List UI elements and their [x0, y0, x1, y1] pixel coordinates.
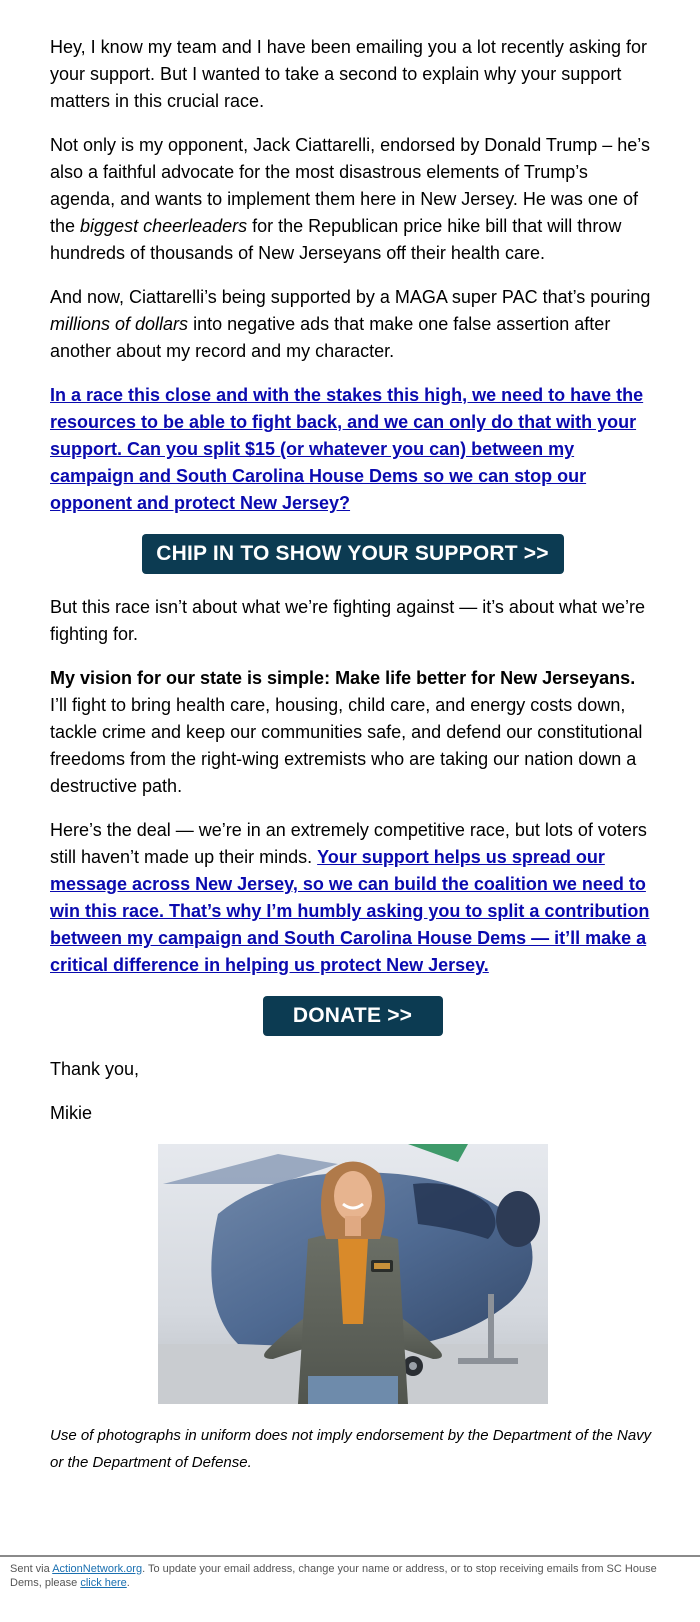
paragraph-the-deal-text: Here’s the deal — we’re in an extremely competitive race, but lots of voters still haven’t made up their minds.	[50, 820, 647, 867]
actionnetwork-link[interactable]: ActionNetwork.org	[52, 1563, 143, 1575]
footer-middle-text: . To update your email address, change your name or address, or to stop receiving emails from SC House Dems, please	[10, 1563, 657, 1589]
candidate-photo	[158, 1144, 548, 1404]
vision-statement: My vision for our state is simple: Make life better for New Jerseyans.	[50, 668, 636, 688]
paragraph-intro: Hey, I know my team and I have been emailing you a lot recently asking for your support. But I wanted to take a second to explain why your support matters in this crucial race.	[50, 37, 647, 111]
paragraph-vision	[50, 665, 655, 800]
paragraph-super-pac-text-b: into negative ads that make one false assertion after another about my record and my character.	[50, 314, 611, 361]
split-contribution-link[interactable]: Your support helps us spread our message across New Jersey, so we can build the coalition we need to win this race. That’s why I’m humbly asking you to split a contribution between my campaign and South Carolina House Dems — it’ll make a critical difference in helping us protect New Jersey.	[50, 847, 650, 975]
candidate-photo-container	[50, 1144, 655, 1404]
signature: Mikie	[50, 1103, 93, 1123]
cta-container-donate	[50, 996, 655, 1036]
vision-details: I’ll fight to bring health care, housing, child care, and energy costs down, tackle crime and keep our communities safe, and defend our constitutional freedoms from the right-wing extremists who are taking our nation down a destructive path.	[50, 695, 643, 796]
paragraph-super-pac-text-a: And now, Ciattarelli’s being supported by a MAGA super PAC that’s pouring	[50, 287, 651, 307]
footer-divider	[0, 1555, 700, 1557]
paragraph-ask-link	[50, 382, 655, 517]
emphasis-millions-of-dollars: millions of dollars	[50, 314, 189, 334]
paragraph-fighting-for: But this race isn’t about what we’re fighting against — it’s about what we’re fighting for.	[50, 597, 645, 644]
paragraph-opponent-text-b: for the Republican price hike bill that will throw hundreds of thousands of New Jerseyans off their health care.	[50, 216, 622, 263]
uniform-disclaimer: Use of photographs in uniform does not imply endorsement by the Department of the Navy or the Department of Defense.	[50, 1427, 652, 1471]
paragraph-opponent-text-a: Not only is my opponent, Jack Ciattarelli, endorsed by Donald Trump – he’s also a faithful advocate for the most disastrous elements of Trump’s agenda, and wants to implement them here in New Jersey. He was one of the	[50, 135, 650, 236]
cta-container-chip-in	[50, 534, 655, 574]
chip-in-button[interactable]: CHIP IN TO SHOW YOUR SUPPORT >>	[142, 534, 564, 574]
paragraph-the-deal	[50, 817, 655, 979]
paragraph-opponent	[50, 132, 655, 267]
footer-suffix: .	[126, 1577, 130, 1589]
donate-button[interactable]: DONATE >>	[263, 996, 443, 1036]
email-footer	[10, 1562, 660, 1590]
footer-prefix: Sent via	[10, 1563, 53, 1575]
donate-ask-link[interactable]: In a race this close and with the stakes this high, we need to have the resources to be able to fight back, and we can only do that with your support. Can you split $15 (or whatever you can) between my campaign and South Carolina House Dems so we can stop our opponent and protect New Jersey?	[50, 385, 644, 513]
paragraph-super-pac	[50, 284, 655, 365]
signoff: Thank you,	[50, 1059, 140, 1079]
email-body	[50, 34, 655, 1493]
unsubscribe-click-here-link[interactable]: click here	[80, 1577, 127, 1589]
emphasis-biggest-cheerleaders: biggest cheerleaders	[80, 216, 248, 236]
